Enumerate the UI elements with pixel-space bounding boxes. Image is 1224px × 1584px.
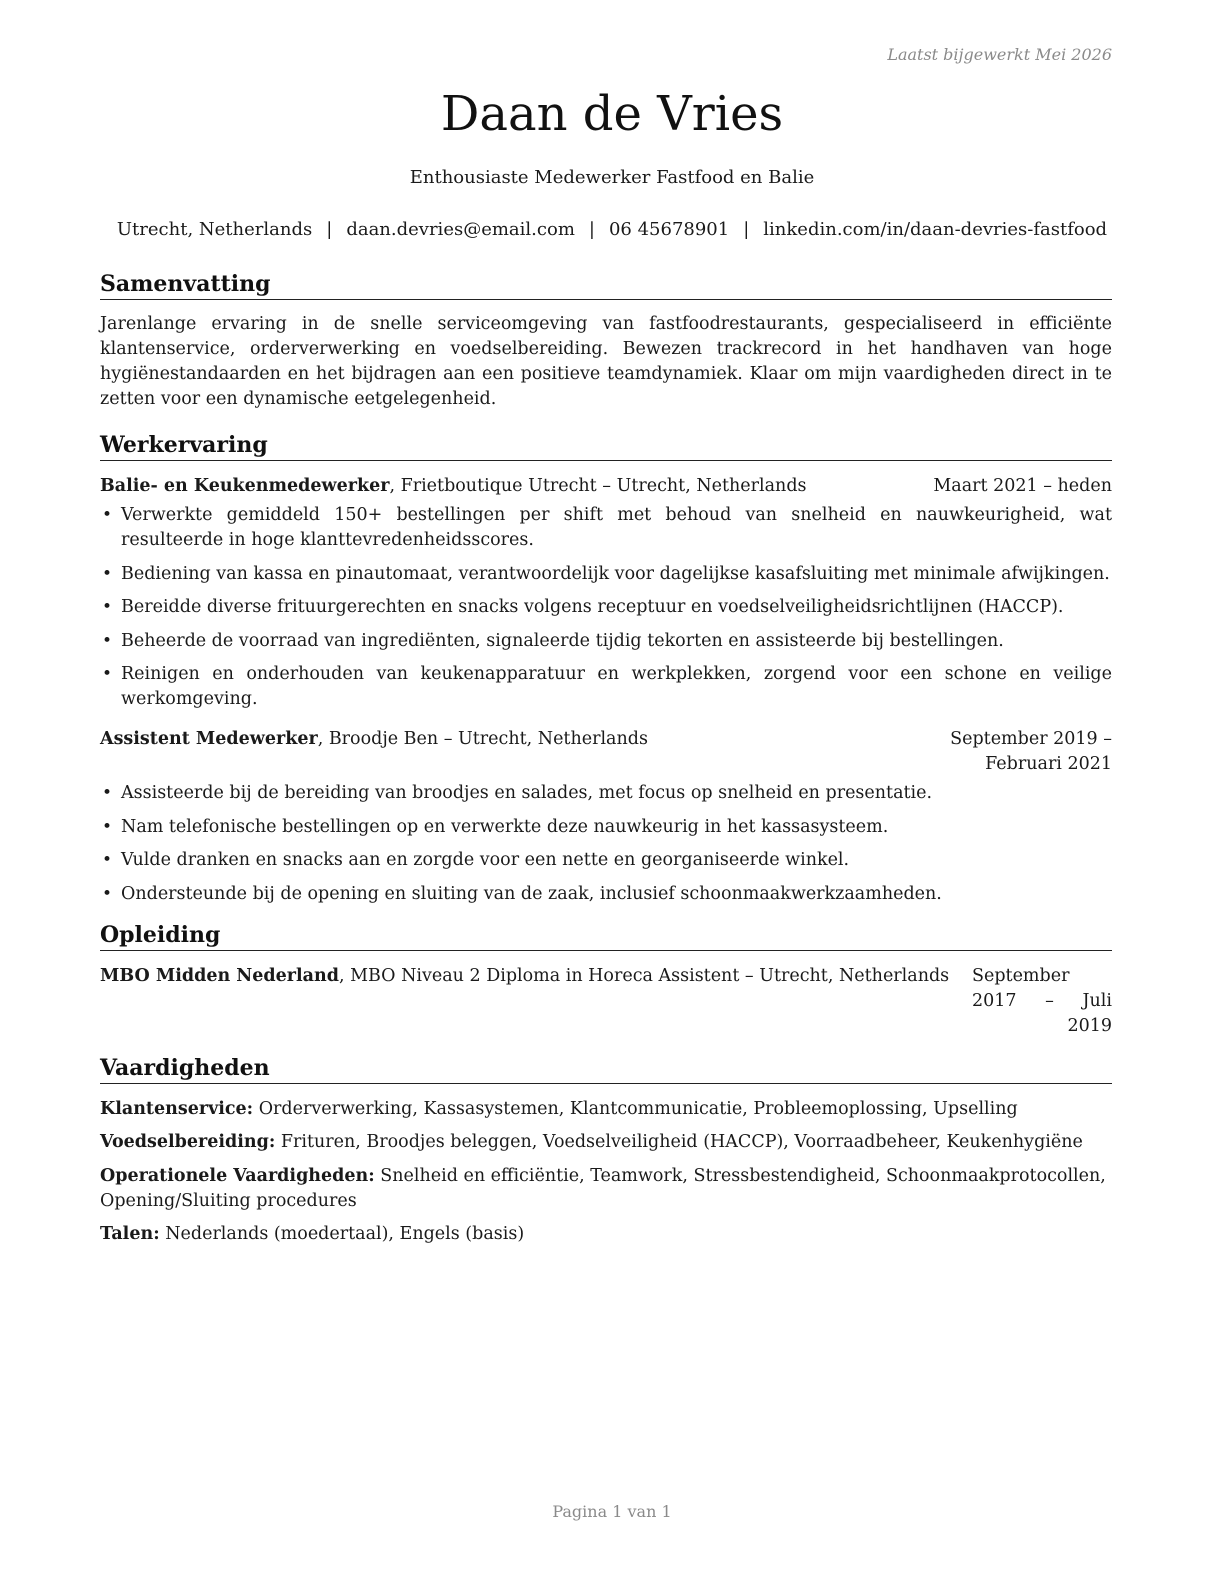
headline: Enthousiaste Medewerker Fastfood en Balie: [409, 167, 815, 188]
job-role: Balie- en Keukenmedewerker: [100, 476, 390, 496]
skills-list: [100, 1097, 1112, 1248]
job-bullets: [100, 781, 1112, 907]
job-bullet: • Bereidde diverse frituurgerechten en snacks volgens receptuur en voedselveiligheidsrichtlijnen (HACCP).: [100, 595, 1112, 620]
job-title-line: [100, 474, 933, 499]
skill-row: [100, 1222, 1112, 1247]
job-entry: [100, 474, 1112, 712]
job-entry: [100, 727, 1112, 907]
education-dates: September 2017 – Juli 2019: [972, 965, 1112, 1036]
skill-label: Operationele Vaardigheden:: [100, 1165, 375, 1186]
skill-row: [100, 1164, 1112, 1214]
skill-row: [100, 1130, 1112, 1155]
job-bullet: • Nam telefonische bestellingen op en verwerkte deze nauwkeurig in het kassasysteem.: [100, 815, 1112, 840]
education-entry: [100, 964, 1112, 1039]
candidate-name: Daan de Vries: [440, 86, 784, 142]
separator: |: [743, 219, 750, 240]
job-employer: , Broodje Ben – Utrecht, Netherlands: [317, 729, 648, 749]
section-title-experience: Werkervaring: [100, 431, 1112, 461]
section-title-education: Opleiding: [100, 921, 1112, 951]
page-number: Pagina 1 van 1: [552, 1502, 672, 1521]
job-employer: , Frietboutique Utrecht – Utrecht, Netherlands: [389, 476, 807, 496]
job-role: Assistent Medewerker: [100, 729, 318, 749]
job-bullet: • Assisteerde bij de bereiding van broodjes en salades, met focus op snelheid en presentatie.: [100, 781, 1112, 806]
job-bullet: • Verwerkte gemiddeld 150+ bestellingen per shift met behoud van snelheid en nauwkeurigheid, wat resulteerde in hoge klanttevredenheidsscores.: [100, 503, 1112, 553]
skills-section: [100, 1054, 1112, 1248]
skill-label: Talen:: [100, 1224, 160, 1244]
job-bullet: • Beheerde de voorraad van ingrediënten, signaleerde tijdig tekorten en assisteerde bij bestellingen.: [100, 629, 1112, 654]
contact-location: Utrecht, Netherlands: [116, 219, 313, 240]
skill-label: Klantenservice:: [100, 1098, 254, 1119]
contact-line: [0, 219, 1224, 240]
job-bullet: • Vulde dranken en snacks aan en zorgde voor een nette en georganiseerde winkel.: [100, 848, 1112, 873]
job-bullets: [100, 503, 1112, 712]
skill-value: Snelheid en efficiëntie, Teamwork, Stressbestendigheid, Schoonmaakprotocollen, Opening/Sluiting procedures: [100, 1165, 1106, 1211]
education-school: MBO Midden Nederland: [100, 965, 339, 986]
job-bullet: • Bediening van kassa en pinautomaat, verantwoordelijk voor dagelijkse kasafsluiting met minimale afwijkingen.: [100, 562, 1112, 587]
education-degree: , MBO Niveau 2 Diploma in Horeca Assistent – Utrecht, Netherlands: [338, 965, 950, 986]
summary-text: Jarenlange ervaring in de snelle serviceomgeving van fastfoodrestaurants, gespecialiseerd in efficiënte klantenservice, orderverwerking en voedselbereiding. Bewezen trackrecord in het handhaven van hoge hygiënestandaarden en het bijdragen aan een positieve teamdynamiek. Klaar om mijn vaardigheden direct in te zetten voor een dynamische eetgelegenheid.: [100, 314, 1112, 409]
separator: |: [326, 219, 333, 240]
experience-section: [100, 431, 1112, 907]
job-header: [100, 727, 1112, 777]
contact-email[interactable]: daan.devries@email.com: [346, 219, 575, 240]
resume-body: [100, 270, 1112, 1256]
section-title-summary: Samenvatting: [100, 270, 1112, 300]
job-dates: September 2019 – Februari 2021: [950, 729, 1112, 774]
section-title-skills: Vaardigheden: [100, 1054, 1112, 1084]
education-section: [100, 921, 1112, 1039]
job-dates: Maart 2021 – heden: [933, 476, 1112, 496]
skill-value: Nederlands (moedertaal), Engels (basis): [159, 1224, 525, 1244]
skill-value: Orderverwerking, Kassasystemen, Klantcommunicatie, Probleemoplossing, Upselling: [253, 1098, 1018, 1119]
job-header: [100, 474, 1112, 499]
last-updated: Laatst bijgewerkt Mei 2026: [887, 45, 1112, 64]
education-line: [100, 964, 972, 1039]
job-bullet: • Ondersteunde bij de opening en sluiting van de zaak, inclusief schoonmaakwerkzaamheden.: [100, 882, 1112, 907]
skill-value: Frituren, Broodjes beleggen, Voedselveiligheid (HACCP), Voorraadbeheer, Keukenhygiëne: [275, 1132, 1083, 1152]
separator: |: [588, 219, 595, 240]
contact-phone[interactable]: 06 45678901: [608, 219, 730, 240]
job-title-line: [100, 727, 872, 777]
job-bullet: • Reinigen en onderhouden van keukenapparatuur en werkplekken, zorgend voor een schone en veilige werkomgeving.: [100, 662, 1112, 712]
skill-row: [100, 1097, 1112, 1122]
skill-label: Voedselbereiding:: [100, 1132, 276, 1152]
summary-section: [100, 270, 1112, 412]
contact-linkedin[interactable]: linkedin.com/in/daan-devries-fastfood: [763, 219, 1108, 240]
